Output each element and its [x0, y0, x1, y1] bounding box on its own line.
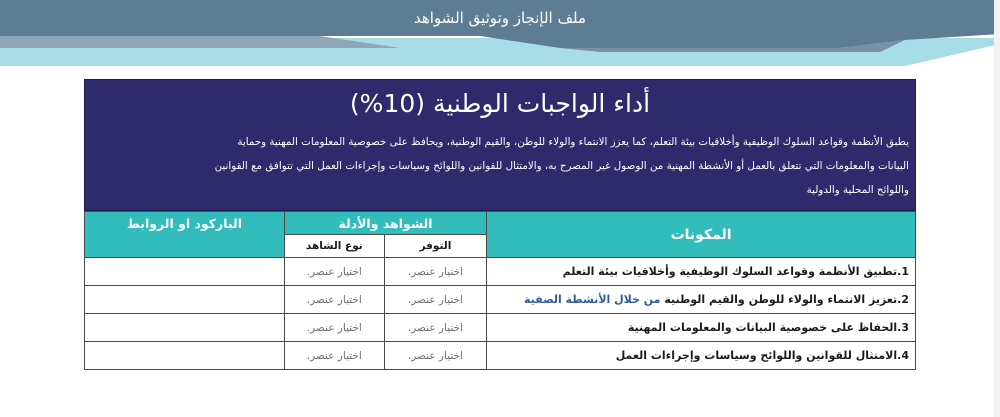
component-text: تطبيق الأنظمة وقواعد السلوك الوظيفية وأخلاقيات بيئة التعلم [562, 265, 898, 278]
row-number: 2. [897, 293, 909, 306]
component-cell [487, 286, 916, 314]
evaluation-section [84, 79, 916, 370]
table-row [85, 258, 916, 286]
evidence-header: الشواهد والأدلة [284, 212, 486, 235]
table-row [85, 314, 916, 342]
row-number: 3. [897, 321, 909, 334]
component-cell [487, 314, 916, 342]
availability-dropdown[interactable]: اختيار عنصر. [384, 258, 486, 286]
availability-header: التوفر [384, 235, 486, 258]
evidence-type-dropdown[interactable]: اختيار عنصر. [284, 286, 384, 314]
barcode-links-cell[interactable] [85, 342, 285, 370]
evidence-type-dropdown[interactable]: اختيار عنصر. [284, 342, 384, 370]
components-header: المكونات [487, 212, 916, 258]
section-description [84, 127, 916, 211]
section-title-band [84, 79, 916, 127]
table-row [85, 286, 916, 314]
components-table [84, 211, 916, 370]
description-line: واللوائح المحلية والدولية [806, 184, 909, 196]
evidence-type-header: نوع الشاهد [284, 235, 384, 258]
banner-title: ملف الإنجاز وتوثيق الشواهد [413, 9, 586, 27]
description-line: البيانات والمعلومات التي تتعلق بالعمل أو الأنشطة المهنية من الوصول غير المصرح به، والامتثال للقوانين واللوائح وسياسات وإجراءات العمل التي تتوافق مع القوانين [214, 160, 909, 172]
component-text: تعزيز الانتماء والولاء للوطن والقيم الوطنية [660, 293, 898, 306]
component-text: الامتثال للقوانين واللوائح وسياسات وإجراءات العمل [615, 349, 898, 362]
component-text: الحفاظ على خصوصية البيانات والمعلومات المهنية [627, 321, 898, 334]
availability-dropdown[interactable]: اختيار عنصر. [384, 342, 486, 370]
section-title: أداء الواجبات الوطنية (10%) [349, 89, 651, 118]
description-line: يطبق الأنظمة وقواعد السلوك الوظيفية وأخلاقيات بيئة التعلم، كما يعزز الانتماء والولاء للوطن، والقيم الوطنية، ويحافظ على خصوصية المعلومات المهنية وحماية [237, 136, 909, 148]
evidence-type-dropdown[interactable]: اختيار عنصر. [284, 258, 384, 286]
evidence-type-dropdown[interactable]: اختيار عنصر. [284, 314, 384, 342]
row-number: 4. [897, 349, 909, 362]
component-cell [487, 258, 916, 286]
barcode-links-cell[interactable] [85, 286, 285, 314]
availability-dropdown[interactable]: اختيار عنصر. [384, 286, 486, 314]
page-edge [994, 0, 1000, 417]
barcode-links-cell[interactable] [85, 258, 285, 286]
barcode-links-cell[interactable] [85, 314, 285, 342]
table-row [85, 342, 916, 370]
component-cell [487, 342, 916, 370]
availability-dropdown[interactable]: اختيار عنصر. [384, 314, 486, 342]
header-banner [0, 0, 1000, 70]
row-number: 1. [897, 265, 909, 278]
barcode-links-header: الباركود او الروابط [85, 212, 285, 258]
component-accent-text: من خلال الأنشطة الصفية [523, 293, 661, 306]
